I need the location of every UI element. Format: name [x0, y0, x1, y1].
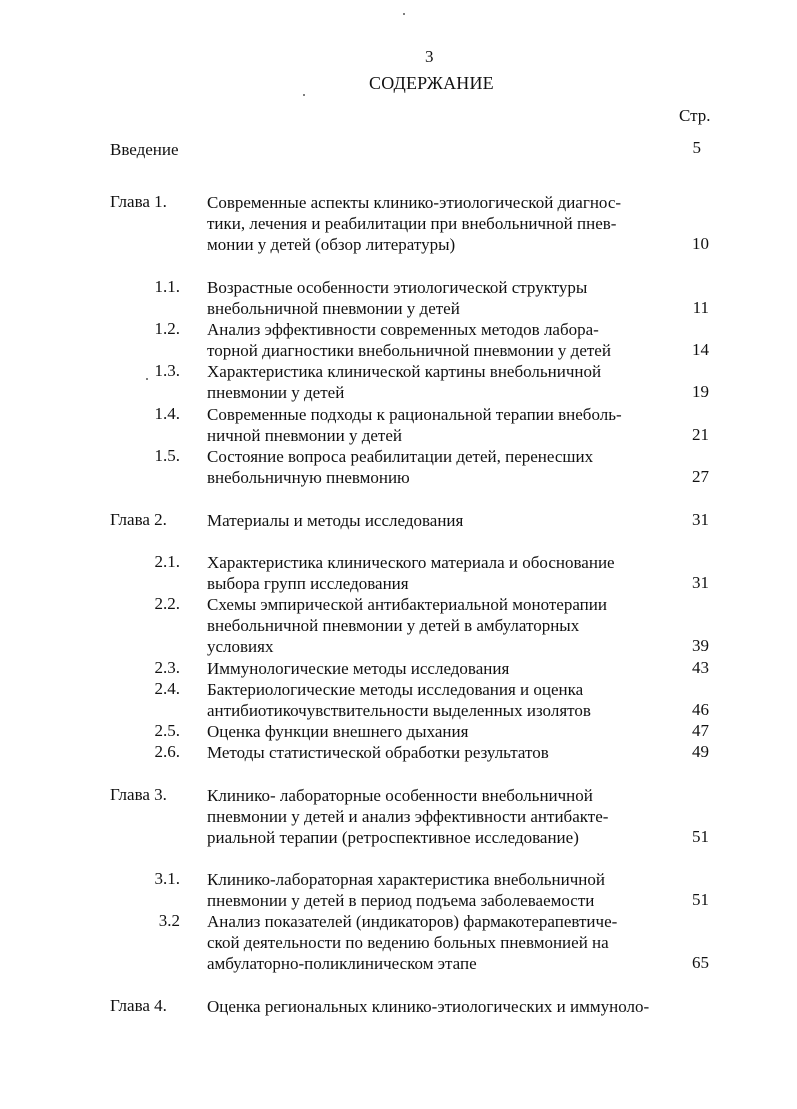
chapter1-title-line: монии у детей (обзор литературы) [207, 235, 456, 254]
section-number: 1.2. [154, 319, 180, 338]
chapter1-title-line: тики, лечения и реабилитации при внебольничной пнев- [207, 214, 617, 233]
section-title [207, 594, 677, 657]
section-title-line: пневмонии у детей [207, 383, 345, 402]
section-title-line: Клинико-лабораторная характеристика внебольничной [207, 870, 605, 889]
chapter3-title-line: пневмонии у детей и анализ эффективности антибакте- [207, 807, 609, 826]
section-page: 49 [692, 742, 709, 761]
chapter1-label: Глава 1. [110, 192, 167, 211]
section-page: 65 [692, 953, 709, 972]
section-title-line: Характеристика клинической картины внебольничной [207, 362, 602, 381]
scan-speck [303, 94, 305, 96]
section-page: 11 [692, 298, 709, 317]
chapter4-title [207, 996, 677, 1017]
section-page: 31 [692, 573, 709, 592]
section-page: 27 [692, 467, 709, 486]
section-title-line: Характеристика клинического материала и обоснование [207, 553, 615, 572]
section-title [207, 869, 677, 911]
chapter1-title-line: Современные аспекты клинико-этиологической диагнос- [207, 193, 622, 212]
chapter3-label: Глава 3. [110, 785, 167, 804]
chapter3-title [207, 785, 677, 848]
section-title-line: Схемы эмпирической антибактериальной монотерапии [207, 595, 607, 614]
chapter2-page: 31 [692, 510, 709, 529]
section-title [207, 911, 677, 974]
section-page: 43 [692, 658, 709, 677]
section-title-line: Состояние вопроса реабилитации детей, перенесших [207, 447, 594, 466]
section-title [207, 277, 677, 319]
section-title-line: Бактериологические методы исследования и оценка [207, 680, 584, 699]
chapter4-label: Глава 4. [110, 996, 167, 1015]
section-title [207, 361, 677, 403]
section-number: 2.4. [154, 679, 180, 698]
section-page: 21 [692, 425, 709, 444]
section-title-line: пневмонии у детей в период подъема заболеваемости [207, 891, 595, 910]
section-title [207, 742, 677, 763]
intro-page: 5 [692, 138, 701, 157]
page-title: СОДЕРЖАНИЕ [369, 73, 494, 93]
scan-speck [403, 13, 405, 15]
section-page: 51 [692, 890, 709, 909]
section-title [207, 552, 677, 594]
section-number: 1.1. [154, 277, 180, 296]
section-title-line: ничной пневмонии у детей [207, 426, 402, 445]
section-number: 2.2. [154, 594, 180, 613]
section-page: 46 [692, 700, 709, 719]
section-title-line: торной диагностики внебольничной пневмонии у детей [207, 341, 611, 360]
section-title-line: амбулаторно-поликлиническом этапе [207, 954, 477, 973]
page-column-header: Стр. [679, 106, 711, 125]
section-title-line: Анализ эффективности современных методов лабора- [207, 320, 599, 339]
section-page: 14 [692, 340, 709, 359]
chapter2-title [207, 510, 677, 531]
section-title-line: Анализ показателей (индикаторов) фармакотерапевтиче- [207, 912, 618, 931]
section-title [207, 404, 677, 446]
section-title-line: внебольничную пневмонию [207, 468, 410, 487]
section-title-line: ской деятельности по ведению больных пневмонией на [207, 933, 609, 952]
chapter2-title-line: Материалы и методы исследования [207, 511, 464, 530]
section-title-line: Иммунологические методы исследования [207, 659, 510, 678]
section-number: 2.5. [154, 721, 180, 740]
page-number: 3 [425, 47, 434, 66]
section-title-line: Оценка функции внешнего дыхания [207, 722, 469, 741]
chapter3-title-line: риальной терапии (ретроспективное исследование) [207, 828, 579, 847]
section-title [207, 446, 677, 488]
section-page: 39 [692, 636, 709, 655]
section-title-line: Возрастные особенности этиологической структуры [207, 278, 588, 297]
section-title-line: внебольничной пневмонии у детей [207, 299, 460, 318]
section-title-line: Современные подходы к рациональной терапии внеболь- [207, 405, 622, 424]
chapter1-page: 10 [692, 234, 709, 253]
chapter2-label: Глава 2. [110, 510, 167, 529]
section-title-line: антибиотикочувствительности выделенных изолятов [207, 701, 591, 720]
section-title-line: внебольничной пневмонии у детей в амбулаторных [207, 616, 580, 635]
section-page: 19 [692, 382, 709, 401]
section-title [207, 721, 677, 742]
section-title-line: условиях [207, 637, 274, 656]
section-number: 2.1. [154, 552, 180, 571]
section-number: 1.3. [154, 361, 180, 380]
chapter4-title-line: Оценка региональных клинико-этиологических и иммуноло- [207, 997, 650, 1016]
chapter1-title [207, 192, 677, 255]
intro-label: Введение [110, 140, 179, 159]
section-number: 3.1. [154, 869, 180, 888]
section-page: 47 [692, 721, 709, 740]
section-title-line: выбора групп исследования [207, 574, 409, 593]
chapter3-page: 51 [692, 827, 709, 846]
section-title [207, 319, 677, 361]
section-title [207, 658, 677, 679]
section-number: 1.5. [154, 446, 180, 465]
chapter3-title-line: Клинико- лабораторные особенности внебольничной [207, 786, 593, 805]
section-title-line: Методы статистической обработки результатов [207, 743, 549, 762]
section-number: 2.3. [154, 658, 180, 677]
section-number: 3.2 [158, 911, 180, 930]
section-number: 2.6. [154, 742, 180, 761]
section-number: 1.4. [154, 404, 180, 423]
section-title [207, 679, 677, 721]
